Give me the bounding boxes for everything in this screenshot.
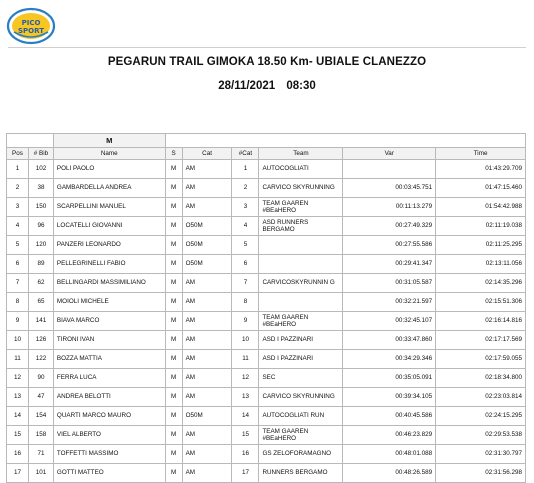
cell-bib: 96 <box>28 217 53 236</box>
cell-sex: M <box>165 217 182 236</box>
cell-catpos: 9 <box>232 312 259 331</box>
table-row <box>7 293 526 312</box>
cell-bib: 126 <box>28 331 53 350</box>
cell-pos: 13 <box>7 388 29 407</box>
cell-catpos: 8 <box>232 293 259 312</box>
cell-bib: 102 <box>28 160 53 179</box>
table-row <box>7 464 526 483</box>
cell-pos: 14 <box>7 407 29 426</box>
cell-team: ASD I PAZZINARI <box>259 331 343 350</box>
col-header-cat: Cat <box>182 148 232 160</box>
cell-bib: 120 <box>28 236 53 255</box>
cell-team: CARVICOSKYRUNNIN G <box>259 274 343 293</box>
cell-time: 02:29:53.538 <box>436 426 526 445</box>
cell-catpos: 16 <box>232 445 259 464</box>
cell-bib: 62 <box>28 274 53 293</box>
cell-team: TEAM GAAREN #BEaHERO <box>259 312 343 331</box>
col-header-pos: Pos <box>7 148 29 160</box>
cell-sex: M <box>165 312 182 331</box>
cell-team <box>259 293 343 312</box>
cell-catpos: 1 <box>232 160 259 179</box>
cell-sex: M <box>165 388 182 407</box>
cell-cat: O50M <box>182 255 232 274</box>
table-row <box>7 388 526 407</box>
cell-cat: AM <box>182 293 232 312</box>
cell-catpos: 12 <box>232 369 259 388</box>
cell-catpos: 7 <box>232 274 259 293</box>
cell-name: TOFFETTI MASSIMO <box>53 445 165 464</box>
cell-time: 02:15:51.306 <box>436 293 526 312</box>
cell-time: 02:31:56.298 <box>436 464 526 483</box>
cell-pos: 7 <box>7 274 29 293</box>
cell-pos: 8 <box>7 293 29 312</box>
cell-cat: AM <box>182 312 232 331</box>
results-table <box>6 133 526 483</box>
cell-pos: 10 <box>7 331 29 350</box>
cell-name: ANDREA BELOTTI <box>53 388 165 407</box>
event-time: 08:30 <box>286 80 316 92</box>
cell-team: AUTOCOGLIATI RUN <box>259 407 343 426</box>
event-datetime <box>0 80 534 92</box>
cell-time: 02:14:35.296 <box>436 274 526 293</box>
cell-var: 00:27:55.586 <box>343 236 436 255</box>
cell-sex: M <box>165 350 182 369</box>
cell-team: CARVICO SKYRUNNING <box>259 179 343 198</box>
cell-team: ASD RUNNERS BERGAMO <box>259 217 343 236</box>
cell-time: 02:11:25.295 <box>436 236 526 255</box>
cell-var: 00:29:41.347 <box>343 255 436 274</box>
cell-catpos: 2 <box>232 179 259 198</box>
cell-var: 00:35:05.091 <box>343 369 436 388</box>
header-row <box>7 148 526 160</box>
cell-sex: M <box>165 198 182 217</box>
cell-sex: M <box>165 179 182 198</box>
cell-time: 02:24:15.295 <box>436 407 526 426</box>
header-divider <box>8 47 526 48</box>
cell-var: 00:31:05.587 <box>343 274 436 293</box>
cell-bib: 65 <box>28 293 53 312</box>
cell-time: 02:18:34.800 <box>436 369 526 388</box>
table-row <box>7 369 526 388</box>
cell-name: GAMBARDELLA ANDREA <box>53 179 165 198</box>
cell-pos: 12 <box>7 369 29 388</box>
cell-var: 00:34:29.346 <box>343 350 436 369</box>
cell-var: 00:27:49.329 <box>343 217 436 236</box>
cell-time: 02:16:14.816 <box>436 312 526 331</box>
cell-bib: 158 <box>28 426 53 445</box>
col-header-time: Time <box>436 148 526 160</box>
table-row <box>7 236 526 255</box>
cell-name: BIAVA MARCO <box>53 312 165 331</box>
cell-cat: AM <box>182 426 232 445</box>
cell-bib: 154 <box>28 407 53 426</box>
cell-name: FERRA LUCA <box>53 369 165 388</box>
cell-team: GS ZELOFORAMAGNO <box>259 445 343 464</box>
cell-var: 00:48:01.088 <box>343 445 436 464</box>
group-row <box>7 134 526 148</box>
cell-name: PANZERI LEONARDO <box>53 236 165 255</box>
cell-pos: 6 <box>7 255 29 274</box>
cell-sex: M <box>165 426 182 445</box>
col-header-name: Name <box>53 148 165 160</box>
cell-name: VIEL ALBERTO <box>53 426 165 445</box>
cell-team: TEAM GAAREN #BEaHERO <box>259 198 343 217</box>
cell-pos: 1 <box>7 160 29 179</box>
cell-pos: 15 <box>7 426 29 445</box>
table-row <box>7 179 526 198</box>
cell-var <box>343 160 436 179</box>
cell-bib: 141 <box>28 312 53 331</box>
cell-cat: AM <box>182 388 232 407</box>
cell-pos: 16 <box>7 445 29 464</box>
cell-var: 00:48:26.589 <box>343 464 436 483</box>
cell-time: 01:43:29.709 <box>436 160 526 179</box>
cell-time: 02:17:59.055 <box>436 350 526 369</box>
cell-name: POLI PAOLO <box>53 160 165 179</box>
col-header-bib: # Bib <box>28 148 53 160</box>
cell-time: 02:17:17.569 <box>436 331 526 350</box>
table-row <box>7 407 526 426</box>
logo-line1: PICO <box>21 19 41 27</box>
cell-cat: AM <box>182 274 232 293</box>
table-row <box>7 217 526 236</box>
cell-cat: O50M <box>182 407 232 426</box>
col-header-catpos: #Cat <box>232 148 259 160</box>
cell-bib: 90 <box>28 369 53 388</box>
table-row <box>7 198 526 217</box>
table-row <box>7 312 526 331</box>
cell-sex: M <box>165 293 182 312</box>
cell-team <box>259 236 343 255</box>
cell-time: 01:47:15.460 <box>436 179 526 198</box>
cell-time: 02:31:30.797 <box>436 445 526 464</box>
group-label: M <box>53 134 165 148</box>
cell-catpos: 13 <box>232 388 259 407</box>
cell-var: 00:46:23.829 <box>343 426 436 445</box>
cell-team: AUTOCOGLIATI <box>259 160 343 179</box>
cell-pos: 3 <box>7 198 29 217</box>
pico-sport-logo <box>6 6 56 46</box>
cell-sex: M <box>165 160 182 179</box>
cell-var: 00:03:45.751 <box>343 179 436 198</box>
cell-sex: M <box>165 464 182 483</box>
cell-bib: 150 <box>28 198 53 217</box>
cell-time: 02:11:19.038 <box>436 217 526 236</box>
cell-sex: M <box>165 274 182 293</box>
cell-time: 02:13:11.056 <box>436 255 526 274</box>
cell-team: TEAM GAAREN #BEaHERO <box>259 426 343 445</box>
cell-catpos: 14 <box>232 407 259 426</box>
cell-bib: 47 <box>28 388 53 407</box>
cell-pos: 9 <box>7 312 29 331</box>
table-row <box>7 445 526 464</box>
cell-bib: 89 <box>28 255 53 274</box>
cell-cat: AM <box>182 198 232 217</box>
cell-name: TIRONI IVAN <box>53 331 165 350</box>
cell-name: SCARPELLINI MANUEL <box>53 198 165 217</box>
table-row <box>7 350 526 369</box>
cell-name: GOTTI MATTEO <box>53 464 165 483</box>
cell-cat: O50M <box>182 217 232 236</box>
cell-pos: 17 <box>7 464 29 483</box>
cell-pos: 2 <box>7 179 29 198</box>
cell-bib: 38 <box>28 179 53 198</box>
cell-var: 00:39:34.105 <box>343 388 436 407</box>
cell-var: 00:32:21.597 <box>343 293 436 312</box>
cell-time: 02:23:03.814 <box>436 388 526 407</box>
cell-var: 00:32:45.107 <box>343 312 436 331</box>
cell-sex: M <box>165 255 182 274</box>
cell-cat: AM <box>182 350 232 369</box>
cell-team: CARVICO SKYRUNNING <box>259 388 343 407</box>
table-row <box>7 160 526 179</box>
cell-var: 00:33:47.860 <box>343 331 436 350</box>
event-date: 28/11/2021 <box>218 80 276 92</box>
cell-catpos: 4 <box>232 217 259 236</box>
cell-team: RUNNERS BERGAMO <box>259 464 343 483</box>
cell-cat: O50M <box>182 236 232 255</box>
cell-name: BELLINGARDI MASSIMILIANO <box>53 274 165 293</box>
cell-catpos: 6 <box>232 255 259 274</box>
cell-catpos: 10 <box>232 331 259 350</box>
cell-bib: 71 <box>28 445 53 464</box>
cell-team: SEC <box>259 369 343 388</box>
cell-team: ASD I PAZZINARI <box>259 350 343 369</box>
cell-cat: AM <box>182 179 232 198</box>
cell-time: 01:54:42.988 <box>436 198 526 217</box>
cell-cat: AM <box>182 445 232 464</box>
cell-catpos: 5 <box>232 236 259 255</box>
table-row <box>7 331 526 350</box>
cell-var: 00:40:45.586 <box>343 407 436 426</box>
cell-var: 00:11:13.279 <box>343 198 436 217</box>
col-header-var: Var <box>343 148 436 160</box>
cell-catpos: 15 <box>232 426 259 445</box>
cell-catpos: 3 <box>232 198 259 217</box>
cell-name: QUARTI MARCO MAURO <box>53 407 165 426</box>
cell-bib: 122 <box>28 350 53 369</box>
col-header-team: Team <box>259 148 343 160</box>
cell-catpos: 11 <box>232 350 259 369</box>
cell-bib: 101 <box>28 464 53 483</box>
cell-name: BOZZA MATTIA <box>53 350 165 369</box>
cell-cat: AM <box>182 369 232 388</box>
cell-name: PELLEGRINELLI FABIO <box>53 255 165 274</box>
cell-sex: M <box>165 331 182 350</box>
cell-team <box>259 255 343 274</box>
cell-name: LOCATELLI GIOVANNI <box>53 217 165 236</box>
cell-cat: AM <box>182 331 232 350</box>
cell-catpos: 17 <box>232 464 259 483</box>
logo-line2: SPORT <box>18 27 44 35</box>
cell-pos: 5 <box>7 236 29 255</box>
cell-cat: AM <box>182 160 232 179</box>
cell-pos: 4 <box>7 217 29 236</box>
cell-sex: M <box>165 236 182 255</box>
cell-sex: M <box>165 407 182 426</box>
cell-sex: M <box>165 369 182 388</box>
cell-name: MOIOLI MICHELE <box>53 293 165 312</box>
cell-pos: 11 <box>7 350 29 369</box>
table-row <box>7 426 526 445</box>
table-row <box>7 255 526 274</box>
event-title: PEGARUN TRAIL GIMOKA 18.50 Km- UBIALE CLANEZZO <box>107 56 427 68</box>
cell-cat: AM <box>182 464 232 483</box>
col-header-sex: S <box>165 148 182 160</box>
table-row <box>7 274 526 293</box>
cell-sex: M <box>165 445 182 464</box>
